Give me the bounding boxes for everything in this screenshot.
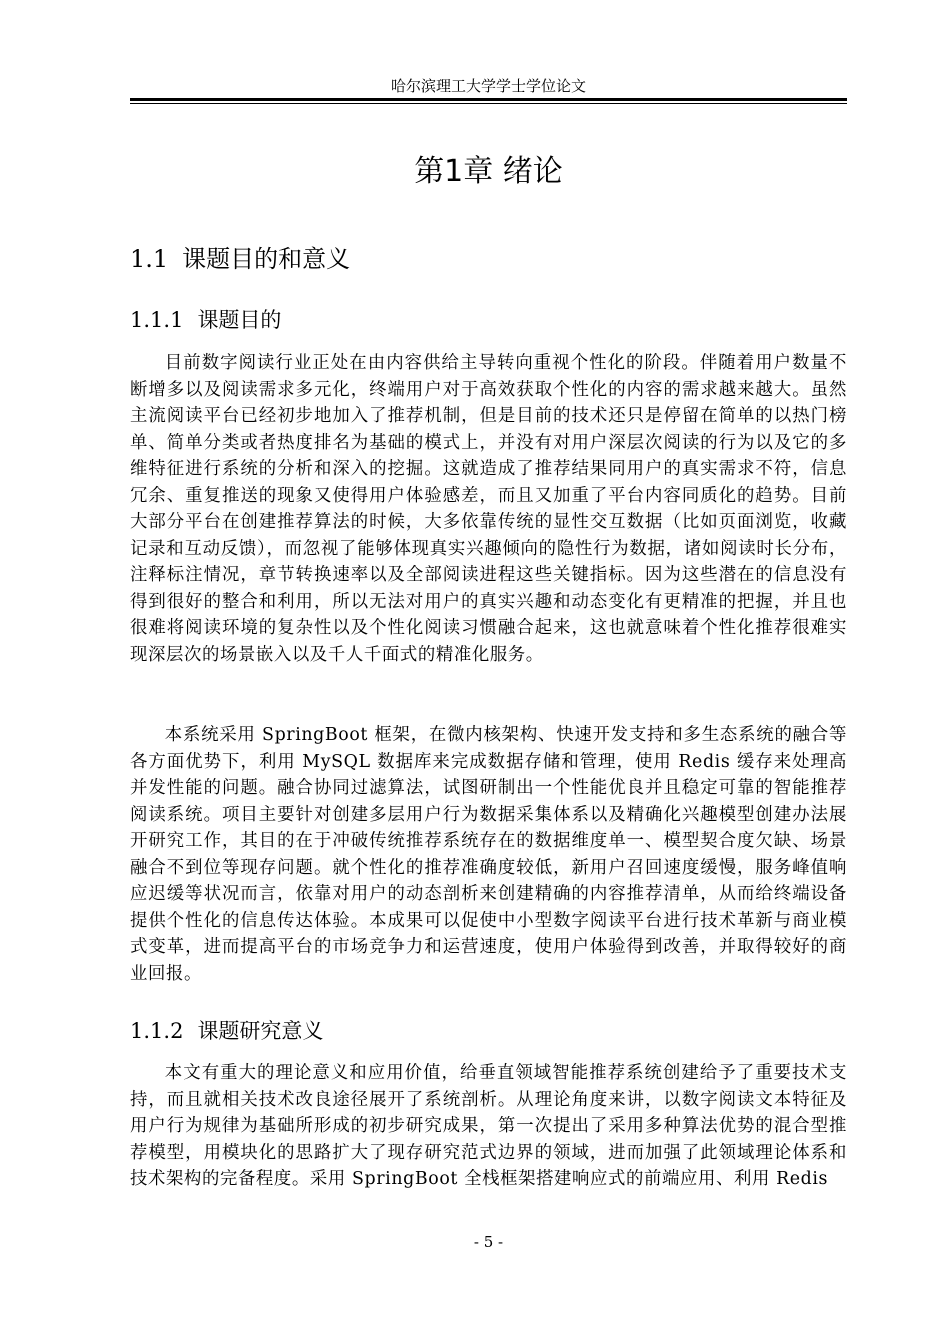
section-number: 1.1 <box>130 245 169 273</box>
section-heading-1-1 <box>130 242 350 276</box>
header-rule-thin <box>130 103 847 104</box>
section-title: 课题研究意义 <box>197 1019 324 1043</box>
section-title: 课题目的 <box>197 308 282 332</box>
chapter-title: 第1章 绪论 <box>414 154 563 189</box>
section-heading-1-1-1 <box>130 305 281 335</box>
section-heading-1-1-2 <box>130 1016 323 1046</box>
section-number: 1.1.1 <box>130 308 184 332</box>
section-title: 课题目的和意义 <box>182 245 351 273</box>
body-paragraph: 目前数字阅读行业正处在由内容供给主导转向重视个性化的阶段。伴随着用户数量不断增多以及阅读需求多元化，终端用户对于高效获取个性化的内容的需求越来越大。虽然主流阅读平台已经初步地加入了推荐机制，但是目前的技术还只是停留在简单的以热门榜单、简单分类或者热度排名为基础的模式上，并没有对用户深层次阅读的行为以及它的多维特征进行系统的分析和深入的挖掘。这就造成了推荐结果同用户的真实需求不符，信息冗余、重复推送的现象又使得用户体验感差，而且又加重了平台内容同质化的趋势。目前大部分平台在创建推荐算法的时候，大多依靠传统的显性交互数据（比如页面浏览，收藏记录和互动反馈），而忽视了能够体现真实兴趣倾向的隐性行为数据，诸如阅读时长分布，注释标注情况，章节转换速率以及全部阅读进程这些关键指标。因为这些潜在的信息没有得到很好的整合和利用，所以无法对用户的真实兴趣和动态变化有更精准的把握，并且也很难将阅读环境的复杂性以及个性化阅读习惯融合起来，这也就意味着个性化推荐很难实现深层次的场景嵌入以及千人千面式的精准化服务。 <box>130 353 847 665</box>
page-number: - 5 - <box>473 1233 504 1251</box>
section-number: 1.1.2 <box>130 1019 184 1043</box>
running-header: 哈尔滨理工大学学士学位论文 <box>390 77 586 95</box>
body-paragraph: 本文有重大的理论意义和应用价值，给垂直领域智能推荐系统创建给予了重要技术支持，而且就相关技术改良途径展开了系统剖析。从理论角度来讲，以数字阅读文本特征及用户行为规律为基础所形成的初步研究成果，第一次提出了采用多种算法优势的混合型推荐模型，用模块化的思路扩大了现存研究范式边界的领域，进而加强了此领域理论体系和技术架构的完备程度。采用 SpringBoot 全栈框架搭建响应式的前端应用、利用 Redis <box>130 1063 847 1189</box>
header-rule-thick <box>130 98 847 101</box>
body-paragraph: 本系统采用 SpringBoot 框架，在微内核架构、快速开发支持和多生态系统的融合等各方面优势下，利用 MySQL 数据库来完成数据存储和管理，使用 Redis 缓存来处理高并发性能的问题。融合协同过滤算法，试图研制出一个性能优良并且稳定可靠的智能推荐阅读系统。项目主要针对创建多层用户行为数据采集体系以及精确化兴趣模型创建办法展开研究工作，其目的在于冲破传统推荐系统存在的数据维度单一、模型契合度欠缺、场景融合不到位等现存问题。就个性化的推荐准确度较低，新用户召回速度缓慢，服务峰值响应迟缓等状况而言，依靠对用户的动态剖析来创建精确的内容推荐清单，从而给终端设备提供个性化的信息传达体验。本成果可以促使中小型数字阅读平台进行技术革新与商业模式变革，进而提高平台的市场竞争力和运营速度，使用户体验得到改善，并取得较好的商业回报。 <box>130 725 847 984</box>
